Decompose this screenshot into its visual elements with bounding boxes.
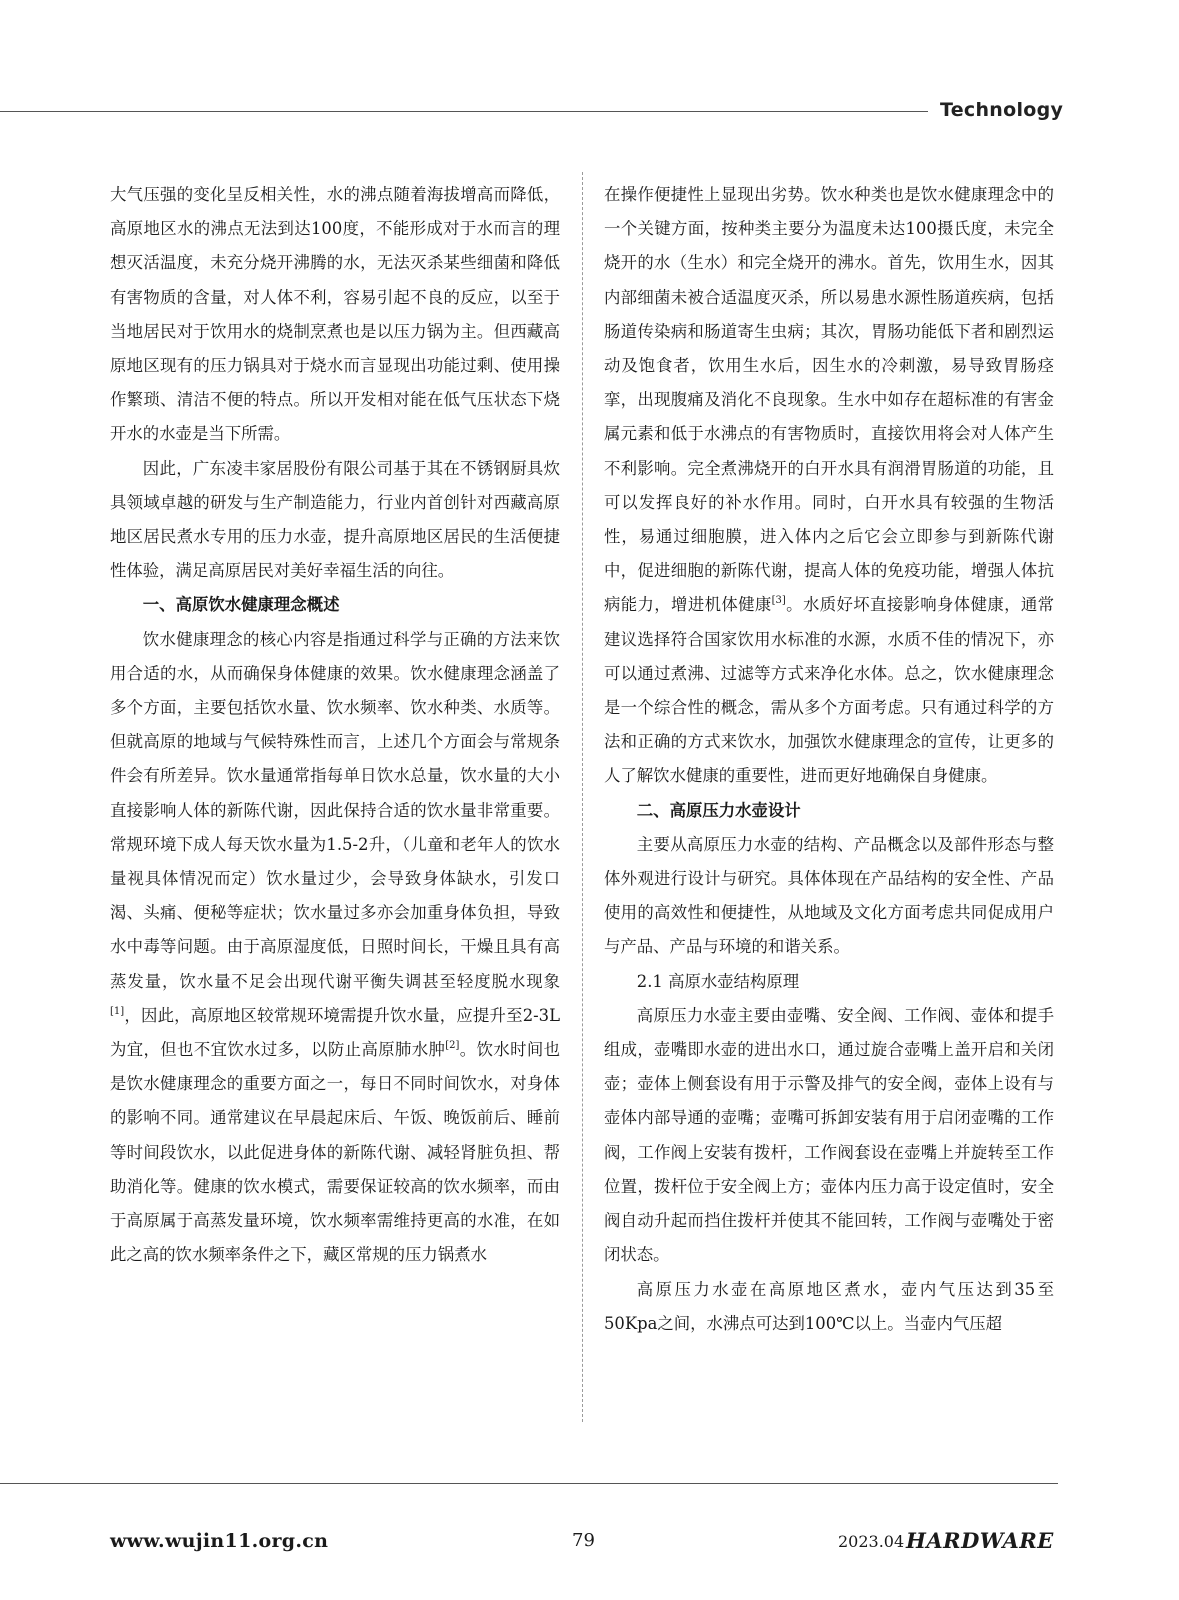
paragraph: 主要从高原压力水壶的结构、产品概念以及部件形态与整体外观进行设计与研究。具体体现在产品结构的安全性、产品使用的高效性和便捷性，从地域及文化方面考虑共同促成用户与产品、产品与环境的和谐关系。 <box>604 834 1054 957</box>
text-run: 饮水健康理念的核心内容是指通过科学与正确的方法来饮用合适的水，从而确保身体健康的效果。饮水健康理念涵盖了多个方面，主要包括饮水量、饮水频率、饮水种类、水质等。但就高原的地域与气候特殊性而言，上述几个方面会与常规条件会有所差异。饮水量通常指每单日饮水总量，饮水量的大小直接影响人体的新陈代谢，因此保持合适的饮水量非常重要。常规环境下成人每天饮水量为1.5-2升，（儿童和老年人的饮水量视具体情况而定）饮水量过少，会导致身体缺水，引发口渴、头痛、便秘等症状；饮水量过多亦会加重身体负担，导致水中毒等问题。由于高原湿度低，日照时间长，干燥且具有高蒸发量，饮水量不足会出现代谢平衡失调甚至轻度脱水现象 <box>110 629 560 991</box>
column-divider <box>582 172 583 1422</box>
page-number: 79 <box>572 1530 595 1551</box>
text-run: ，因此，高原地区较常规环境需提升饮水量，应提升至2-3L为宜，但也不宜饮水过多，以防止高原肺水肿 <box>110 1005 560 1060</box>
journal-title: HARDWARE <box>906 1528 1054 1553</box>
citation-ref: [2] <box>445 1040 460 1052</box>
paragraph <box>604 178 1054 794</box>
section-heading: 二、高原压力水壶设计 <box>636 800 801 820</box>
section-tag: Technology <box>940 99 1064 121</box>
section-heading: 一、高原饮水健康理念概述 <box>142 595 340 615</box>
text-run: 在操作便捷性上显现出劣势。饮水种类也是饮水健康理念中的一个关键方面，按种类主要分为温度未达100摄氏度，未完全烧开的水（生水）和完全烧开的沸水。首先，饮用生水，因其内部细菌未被合适温度灭杀，所以易患水源性肠道疾病，包括肠道传染病和肠道寄生虫病；其次，胃肠功能低下者和剧烈运动及饱食者，饮用生水后，因生水的冷刺激，易导致胃肠痉挛，出现腹痛及消化不良现象。生水中如存在超标准的有害金属元素和低于水沸点的有害物质时，直接饮用将会对人体产生不利影响。完全煮沸烧开的白开水具有润滑胃肠道的功能，且可以发挥良好的补水作用。同时，白开水具有较强的生物活性，易通过细胞膜，进入体内之后它会立即参与到新陈代谢中，促进细胞的新陈代谢，提高人体的免疫功能，增强人体抗病能力，增进机体健康 <box>604 185 1054 615</box>
text-run: 。饮水时间也是饮水健康理念的重要方面之一，每日不同时间饮水，对身体的影响不同。通常建议在早晨起床后、午饭、晚饭前后、睡前等时间段饮水，以此促进身体的新陈代谢、减轻肾脏负担、帮助消化等。健康的饮水模式，需要保证较高的饮水频率，而由于高原属于高蒸发量环境，饮水频率需维持更高的水准，在如此之高的饮水频率条件之下，藏区常规的压力锅煮水 <box>110 1040 561 1265</box>
paragraph <box>110 623 560 1273</box>
paragraph: 高原压力水壶在高原地区煮水，壶内气压达到35至50Kpa之间，水沸点可达到100℃以上。当壶内气压超 <box>604 1279 1054 1333</box>
header-rule <box>0 111 928 112</box>
issue-number: 2023.04 <box>838 1532 905 1551</box>
subsection-heading: 2.1 高原水壶结构原理 <box>636 971 800 991</box>
paragraph: 高原压力水壶主要由壶嘴、安全阀、工作阀、壶体和提手组成，壶嘴即水壶的进出水口，通过旋合壶嘴上盖开启和关闭壶；壶体上侧套设有用于示警及排气的安全阀，壶体上设有与壶体内部导通的壶嘴；壶嘴可拆卸安装有用于启闭壶嘴的工作阀，工作阀上安装有拨杆，工作阀套设在壶嘴上并旋转至工作位置，拨杆位于安全阀上方；壶体内压力高于设定值时，安全阀自动升起而挡住拨杆并使其不能回转，工作阀与壶嘴处于密闭状态。 <box>604 1005 1054 1265</box>
footer-rule <box>0 1483 1058 1484</box>
citation-ref: [1] <box>110 1005 125 1017</box>
right-column <box>604 178 1054 1341</box>
footer-url: www.wujin11.org.cn <box>110 1530 329 1552</box>
paragraph: 因此，广东凌丰家居股份有限公司基于其在不锈钢厨具炊具领域卓越的研发与生产制造能力，行业内首创针对西藏高原地区居民煮水专用的压力水壶，提升高原地区居民的生活便捷性体验，满足高原居民对美好幸福生活的向往。 <box>110 458 560 581</box>
citation-ref: [3] <box>771 595 786 607</box>
paragraph: 大气压强的变化呈反相关性，水的沸点随着海拔增高而降低，高原地区水的沸点无法到达100度，不能形成对于水而言的理想灭活温度，未充分烧开沸腾的水，无法灭杀某些细菌和降低有害物质的含量，对人体不利，容易引起不良的反应，以至于当地居民对于饮用水的烧制烹煮也是以压力锅为主。但西藏高原地区现有的压力锅具对于烧水而言显现出功能过剩、使用操作繁琐、清洁不便的特点。所以开发相对能在低气压状态下烧开水的水壶是当下所需。 <box>110 185 560 444</box>
left-column <box>110 178 560 1273</box>
text-run: 。水质好坏直接影响身体健康，通常建议选择符合国家饮用水标准的水源，水质不佳的情况下，亦可以通过煮沸、过滤等方式来净化水体。总之，饮水健康理念是一个综合性的概念，需从多个方面考虑。只有通过科学的方法和正确的方式来饮水，加强饮水健康理念的宣传，让更多的人了解饮水健康的重要性，进而更好地确保自身健康。 <box>604 595 1055 786</box>
